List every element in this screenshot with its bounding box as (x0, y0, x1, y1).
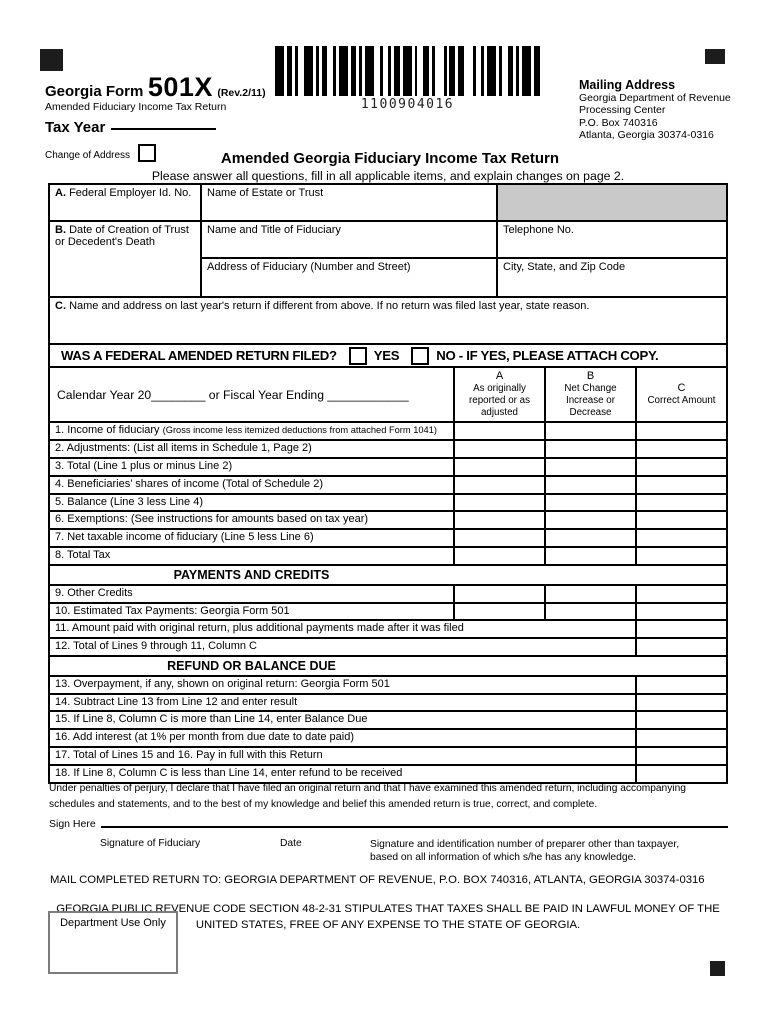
form-line-row-9 (50, 584, 726, 602)
name-of-estate-cell[interactable] (200, 185, 496, 220)
line-7-amount-c[interactable] (635, 530, 726, 546)
section-header-label: REFUND OR BALANCE DUE (167, 659, 336, 674)
line-2-text: 2. Adjustments: (List all items in Schedule 1, Page 2) (55, 441, 312, 454)
column-a-letter: A (495, 369, 504, 382)
mailing-address (579, 78, 731, 142)
line-16-amount-c[interactable] (635, 730, 726, 746)
form-line-row-3 (50, 457, 726, 475)
line-8-text: 8. Total Tax (55, 549, 111, 562)
form-line-row-6 (50, 510, 726, 528)
form-line-row-18 (50, 764, 726, 782)
line-11-amount-c[interactable] (635, 621, 726, 637)
line-13-amount-c[interactable] (635, 677, 726, 693)
federal-amended-question: WAS A FEDERAL AMENDED RETURN FILED? (61, 348, 337, 363)
form-line-row-12 (50, 637, 726, 655)
federal-amended-yes-checkbox[interactable] (349, 347, 367, 365)
registration-mark-bottom-right (710, 961, 725, 976)
column-c-header (635, 368, 726, 421)
line-9-amount-c[interactable] (635, 586, 726, 602)
line-9-text: 9. Other Credits (55, 586, 133, 599)
name-of-estate-label: Name of Estate or Trust (207, 187, 324, 199)
line-11-text: 11. Amount paid with original return, plus additional payments made after it was filed (55, 622, 464, 635)
fiduciary-name-cell[interactable] (200, 220, 496, 257)
amounts-table-header (50, 368, 726, 421)
column-b-header (544, 368, 635, 421)
line-4-amount-b[interactable] (544, 477, 635, 493)
fiduciary-address-label: Address of Fiduciary (Number and Street) (207, 261, 411, 273)
tax-year-blank[interactable] (111, 128, 216, 130)
line-6-text: 6. Exemptions: (See instructions for amounts based on tax year) (55, 513, 369, 526)
city-state-zip-label: City, State, and Zip Code (503, 261, 626, 273)
line-2-amount-b[interactable] (544, 441, 635, 457)
line-7-amount-b[interactable] (544, 530, 635, 546)
line-15-text: 15. If Line 8, Column C is more than Line 14, enter Balance Due (55, 713, 368, 726)
tax-period-label: Calendar Year 20________ or Fiscal Year Ending ____________ (57, 387, 409, 402)
line-18-text: 18. If Line 8, Column C is less than Line 14, enter refund to be received (55, 767, 403, 780)
line-15-label (50, 712, 635, 728)
line-12-amount-c[interactable] (635, 639, 726, 655)
line-10-text: 10. Estimated Tax Payments: Georgia Form 501 (55, 604, 290, 617)
registration-mark-top-left (40, 49, 63, 71)
shaded-office-cell (496, 185, 726, 220)
mail-instruction: MAIL COMPLETED RETURN TO: GEORGIA DEPARTMENT OF REVENUE, P.O. BOX 740316, ATLANTA, GEORGIA 30374-0316 (50, 874, 705, 886)
line-4-label (50, 477, 453, 493)
city-state-zip-cell[interactable] (496, 257, 726, 296)
line-11-label (50, 621, 635, 637)
line-18-amount-c[interactable] (635, 766, 726, 782)
sign-here-row (49, 818, 728, 830)
line-18-label (50, 766, 635, 782)
fiduciary-address-cell[interactable] (200, 257, 496, 296)
column-b-desc: Net Change Increase or Decrease (564, 383, 617, 419)
federal-amended-yes-label: YES (373, 348, 400, 363)
line-9-amount-b[interactable] (544, 586, 635, 602)
form-line-row-17 (50, 746, 726, 764)
prior-year-return-cell[interactable] (50, 296, 726, 343)
line-9-label (50, 586, 453, 602)
date-label: Date (280, 838, 302, 849)
line-10-amount-a[interactable] (453, 604, 544, 620)
line-3-label (50, 459, 453, 475)
item-c-prefix: C. (55, 300, 66, 312)
section-header-label: PAYMENTS AND CREDITS (173, 568, 330, 583)
telephone-cell[interactable] (496, 220, 726, 257)
line-1-amount-a[interactable] (453, 423, 544, 439)
line-14-text: 14. Subtract Line 13 from Line 12 and enter result (55, 695, 298, 708)
column-c-letter: C (677, 381, 686, 394)
form-prefix: Georgia Form (45, 83, 144, 100)
section-header-row (50, 655, 726, 675)
form-revision: (Rev.2/11) (217, 87, 266, 99)
line-15-amount-c[interactable] (635, 712, 726, 728)
change-of-address-label: Change of Address (45, 150, 131, 161)
line-3-amount-b[interactable] (544, 459, 635, 475)
line-3-text: 3. Total (Line 1 plus or minus Line 2) (55, 459, 233, 472)
sign-here-label: Sign Here (49, 818, 96, 830)
line-4-amount-a[interactable] (453, 477, 544, 493)
perjury-statement: Under penalties of perjury, I declare that I have filed an original return and that I have examined this amended return, including accompanying schedules and statements, and to the best of my knowledge and belief this amended return is true, correct, and complete. (49, 783, 686, 810)
revenue-code-line: GEORGIA PUBLIC REVENUE CODE SECTION 48-2-31 STIPULATES THAT TAXES SHALL BE PAID IN LAWFUL MONEY OF THE (56, 903, 720, 915)
line-2-label (50, 441, 453, 457)
registration-mark-top-right (705, 49, 725, 64)
page-instructions: Please answer all questions, fill in all applicable items, and explain changes on page 2. (151, 169, 625, 183)
date-of-creation-cell[interactable] (50, 220, 200, 296)
column-c-desc: Correct Amount (647, 395, 716, 407)
line-8-label (50, 548, 453, 564)
line-13-label (50, 677, 635, 693)
line-6-amount-b[interactable] (544, 512, 635, 528)
form-line-row-5 (50, 493, 726, 511)
line-2-amount-a[interactable] (453, 441, 544, 457)
form-line-row-16 (50, 728, 726, 746)
change-of-address-row (45, 144, 156, 162)
form-line-row-1 (50, 421, 726, 439)
barcode-number: 1100904016 (360, 97, 455, 112)
line-9-amount-a[interactable] (453, 586, 544, 602)
federal-amended-question-row (48, 343, 728, 368)
mailing-address-line: Georgia Department of Revenue (579, 92, 731, 104)
form-line-row-8 (50, 546, 726, 564)
form-subtitle: Amended Fiduciary Income Tax Return (45, 101, 227, 113)
form-line-row-2 (50, 439, 726, 457)
line-14-label (50, 695, 635, 711)
form-identity (45, 72, 266, 113)
mailing-address-line: Atlanta, Georgia 30374-0316 (579, 129, 714, 142)
line-5-amount-a[interactable] (453, 495, 544, 511)
line-8-amount-b[interactable] (544, 548, 635, 564)
revenue-code-line: UNITED STATES, FREE OF ANY EXPENSE TO THE STATE OF GEORGIA. (195, 919, 581, 932)
form-line-row-7 (50, 528, 726, 546)
barcode-block (275, 46, 540, 112)
line-6-amount-a[interactable] (453, 512, 544, 528)
form-line-row-15 (50, 710, 726, 728)
amounts-table-body (50, 421, 726, 782)
form-line-row-13 (50, 675, 726, 693)
line-2-amount-c[interactable] (635, 441, 726, 457)
line-6-label (50, 512, 453, 528)
line-4-text: 4. Beneficiaries’ shares of income (Total of Schedule 2) (55, 477, 324, 490)
line-5-amount-b[interactable] (544, 495, 635, 511)
line-5-label (50, 495, 453, 511)
line-13-text: 13. Overpayment, if any, shown on original return: Georgia Form 501 (55, 677, 390, 690)
line-17-amount-c[interactable] (635, 748, 726, 764)
mailing-address-line: P.O. Box 740316 (579, 116, 658, 129)
line-10-amount-b[interactable] (544, 604, 635, 620)
line-16-text: 16. Add interest (at 1% per month from due date to date paid) (55, 731, 355, 744)
form-tables (48, 183, 728, 784)
federal-amended-no-checkbox[interactable] (411, 347, 429, 365)
line-5-text: 5. Balance (Line 3 less Line 4) (55, 495, 203, 508)
line-3-amount-a[interactable] (453, 459, 544, 475)
section-header-row (50, 564, 726, 584)
taxpayer-info-table (48, 183, 728, 345)
line-6-amount-c[interactable] (635, 512, 726, 528)
line-5-amount-c[interactable] (635, 495, 726, 511)
line-8-amount-c[interactable] (635, 548, 726, 564)
line-7-text: 7. Net taxable income of fiduciary (Line 5 less Line 6) (55, 531, 314, 544)
line-14-amount-c[interactable] (635, 695, 726, 711)
form-line-row-11 (50, 619, 726, 637)
line-17-text: 17. Total of Lines 15 and 16. Pay in full with this Return (55, 749, 323, 762)
form-line-row-10 (50, 602, 726, 620)
signature-of-fiduciary-label: Signature of Fiduciary (100, 838, 201, 849)
line-1-amount-b[interactable] (544, 423, 635, 439)
line-1-amount-c[interactable] (635, 423, 726, 439)
line-1-text: 1. Income of fiduciary (55, 424, 160, 436)
signature-line[interactable] (101, 826, 728, 828)
item-b-label: Date of Creation of Trust or Decedent's Death (55, 224, 189, 248)
tax-period-cell[interactable] (50, 368, 453, 421)
column-a-header (453, 368, 544, 421)
federal-amended-no-label: NO - IF YES, PLEASE ATTACH COPY. (436, 348, 659, 363)
line-4-amount-c[interactable] (635, 477, 726, 493)
fiduciary-name-label: Name and Title of Fiduciary (207, 224, 341, 236)
tax-year-label: Tax Year (45, 119, 106, 136)
line-7-label (50, 530, 453, 546)
item-c-label: Name and address on last year's return if different from above. If no return was filed last year, state reason. (69, 300, 590, 312)
line-7-amount-a[interactable] (453, 530, 544, 546)
tax-year-row (45, 119, 216, 137)
item-b-prefix: B. (55, 224, 66, 236)
line-1-note: (Gross income less itemized deductions from attached Form 1041) (162, 425, 437, 435)
department-use-only-label: Department Use Only (60, 917, 166, 929)
mailing-address-line: Processing Center (579, 104, 666, 117)
line-10-label (50, 604, 453, 620)
mailing-address-title: Mailing Address (579, 78, 676, 92)
federal-employer-id-cell[interactable] (50, 185, 200, 220)
preparer-label: Signature and identification number of preparer other than taxpayer, based on all information of which s/he has any knowledge. (370, 839, 680, 864)
column-a-desc: As originally reported or as adjusted (469, 383, 530, 419)
barcode-icon (275, 46, 540, 96)
form-number-line (45, 72, 266, 103)
line-12-text: 12. Total of Lines 9 through 11, Column C (55, 640, 257, 653)
line-3-amount-c[interactable] (635, 459, 726, 475)
line-8-amount-a[interactable] (453, 548, 544, 564)
line-16-label (50, 730, 635, 746)
form-line-row-4 (50, 475, 726, 493)
item-a-label: Federal Employer Id. No. (69, 187, 192, 199)
form-number: 501X (147, 72, 213, 102)
line-12-label (50, 639, 635, 655)
page-title: Amended Georgia Fiduciary Income Tax Return (220, 150, 560, 167)
telephone-label: Telephone No. (503, 224, 574, 236)
line-10-amount-c[interactable] (635, 604, 726, 620)
item-a-prefix: A. (55, 187, 66, 199)
department-use-only-box (48, 911, 178, 974)
amounts-table (48, 366, 728, 784)
form-line-row-14 (50, 693, 726, 711)
column-b-letter: B (586, 369, 595, 382)
line-1-label (50, 423, 453, 439)
line-17-label (50, 748, 635, 764)
